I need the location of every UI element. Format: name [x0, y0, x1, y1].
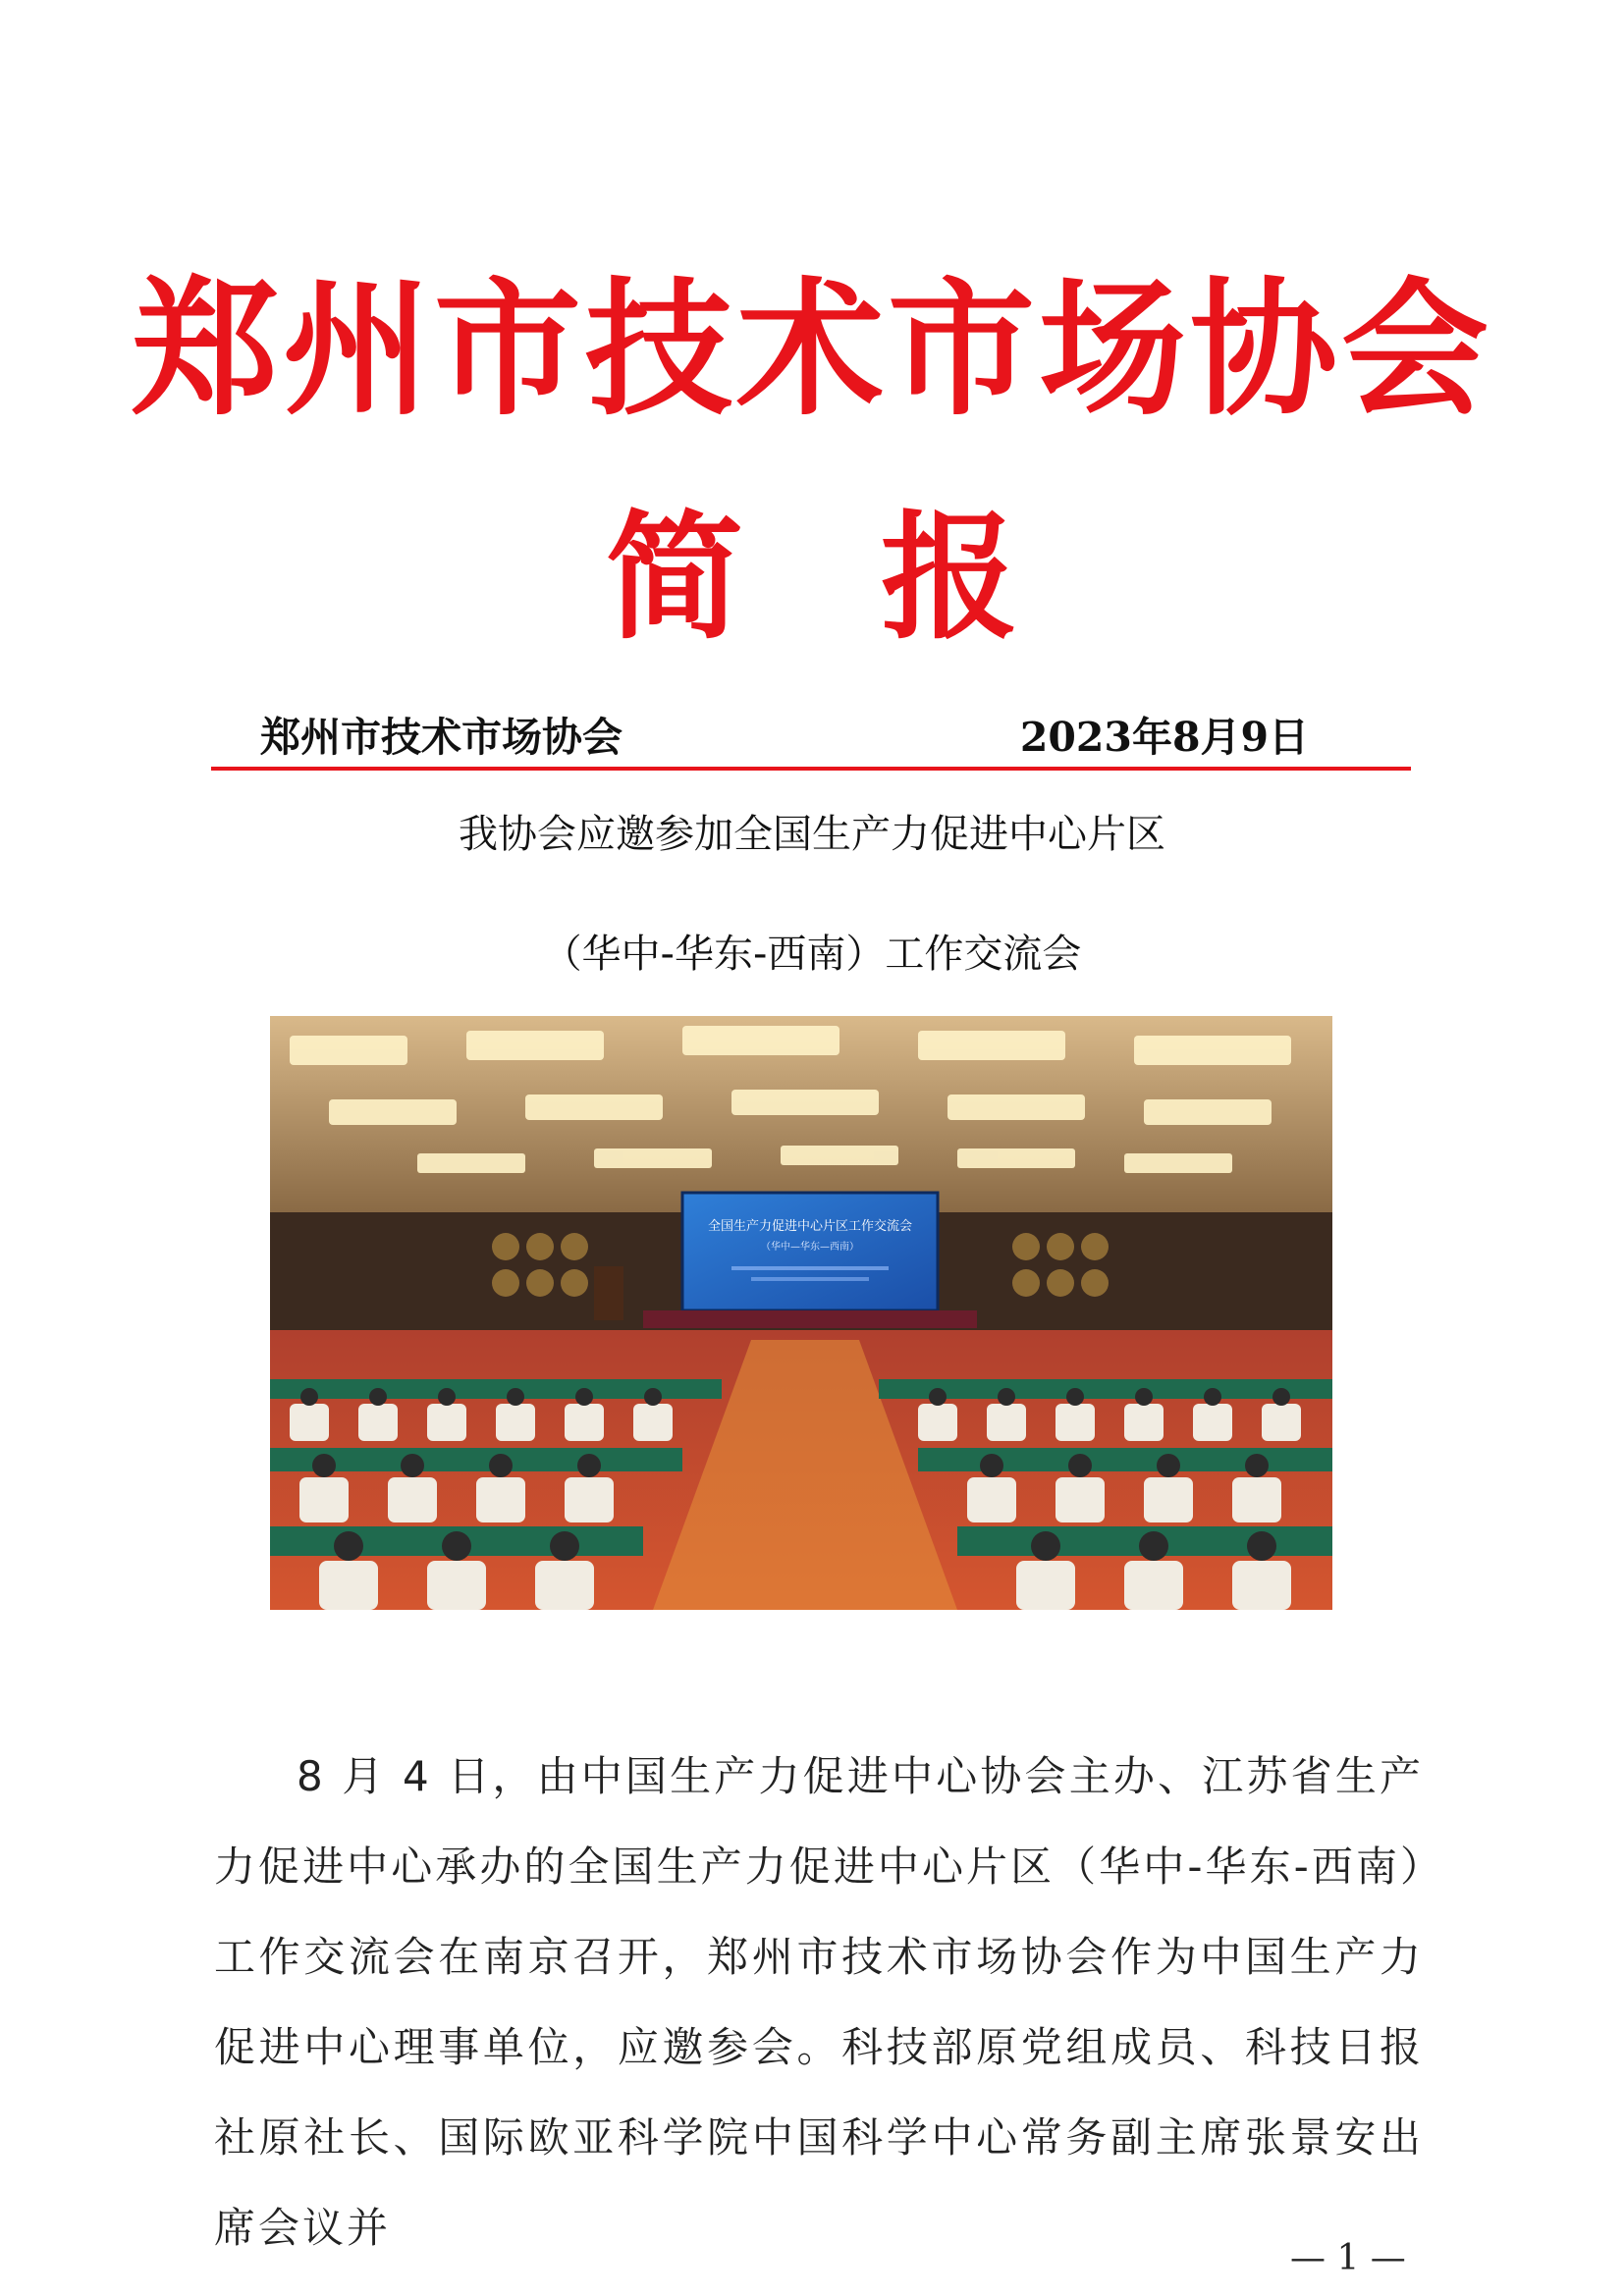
article-paragraph: 8 月 4 日，由中国生产力促进中心协会主办、江苏省生产力促进中心承办的全国生产力促进中心片区（华中-华东-西南）工作交流会在南京召开，郑州市技术市场协会作为中国生产力促进中心理事单位，应邀参会。科技部原党组成员、科技日报社原社长、国际欧亚科学院中国科学中心常务副主席张景安出席会议并 [214, 1752, 1424, 2252]
issue-date: 2023年8月9日 [1019, 714, 1309, 761]
issuer-name: 郑州市技术市场协会 [260, 714, 623, 761]
page-number: — 1 — [1290, 2238, 1406, 2278]
red-divider [211, 767, 1411, 771]
article-headline-line2: （华中-华东-西南）工作交流会 [542, 932, 1082, 977]
masthead-brief-title: 简报 [605, 499, 1156, 659]
screen-title-text: 全国生产力促进中心片区工作交流会 [707, 1219, 913, 1234]
conference-photo [270, 1016, 1332, 1610]
screen-subtitle-text: （华中—华东—西南） [761, 1242, 859, 1253]
article-headline-line1: 我协会应邀参加全国生产力促进中心片区 [459, 812, 1165, 857]
masthead-org-title: 郑州市技术市场协会 [131, 265, 1492, 436]
issue-meta-row [260, 705, 1309, 764]
